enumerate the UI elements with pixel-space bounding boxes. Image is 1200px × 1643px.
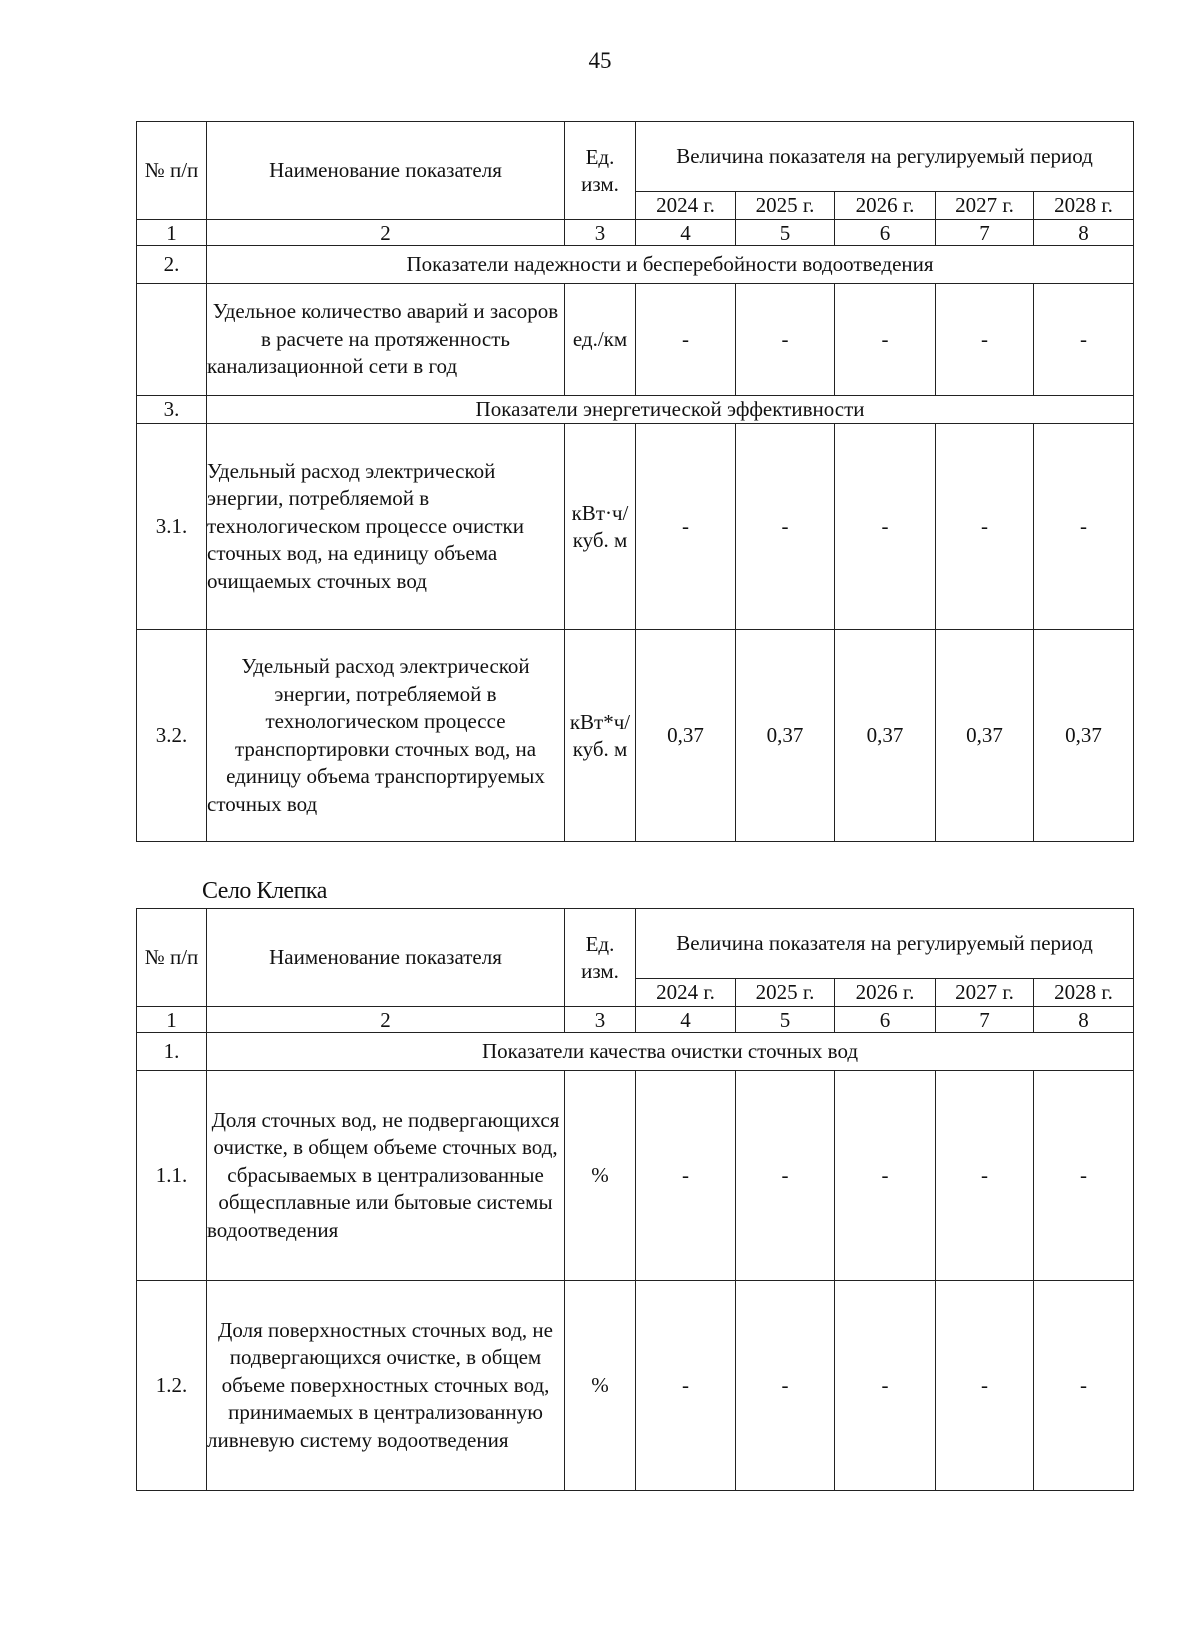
col-number: 1 — [137, 1007, 207, 1033]
value: - — [636, 1071, 736, 1281]
value: - — [936, 284, 1034, 396]
section-number: 2. — [137, 246, 207, 284]
value: 0,37 — [936, 630, 1034, 842]
indicators-table-2 — [136, 908, 1134, 1491]
value: - — [835, 1281, 936, 1491]
section-number: 1. — [137, 1033, 207, 1071]
table-row — [137, 424, 1134, 630]
col-number: 4 — [636, 1007, 736, 1033]
value: - — [736, 424, 835, 630]
section-title: Показатели надежности и бесперебойности водоотведения — [207, 246, 1134, 284]
value: - — [636, 1281, 736, 1491]
value: - — [736, 1071, 835, 1281]
value: - — [1034, 424, 1134, 630]
indicators-table-1 — [136, 121, 1134, 842]
value: 0,37 — [1034, 630, 1134, 842]
header-year: 2027 г. — [936, 979, 1034, 1007]
col-number: 3 — [565, 220, 636, 246]
col-number: 8 — [1034, 1007, 1134, 1033]
col-number: 1 — [137, 220, 207, 246]
unit: % — [565, 1071, 636, 1281]
row-number: 3.1. — [137, 424, 207, 630]
col-number: 5 — [736, 1007, 835, 1033]
col-number: 2 — [207, 220, 565, 246]
unit: кВт·ч/куб. м — [565, 424, 636, 630]
col-number: 5 — [736, 220, 835, 246]
header-col-name: Наименование показателя — [207, 909, 565, 1007]
row-number: 1.2. — [137, 1281, 207, 1491]
header-col-unit: Ед. изм. — [565, 122, 636, 220]
page-number: 45 — [588, 48, 612, 73]
header-col-num: № п/п — [137, 122, 207, 220]
value: 0,37 — [835, 630, 936, 842]
value: - — [736, 284, 835, 396]
table-row — [137, 1281, 1134, 1491]
value: 0,37 — [636, 630, 736, 842]
header-value-group: Величина показателя на регулируемый период — [636, 122, 1134, 192]
header-year: 2028 г. — [1034, 192, 1134, 220]
section-title: Показатели энергетической эффективности — [207, 396, 1134, 424]
value: - — [1034, 284, 1134, 396]
row-number: 3.2. — [137, 630, 207, 842]
value: - — [936, 1281, 1034, 1491]
indicator-name: Удельное количество аварий и засоров в расчете на протяженность канализационной сети в год — [207, 284, 565, 396]
col-number: 7 — [936, 1007, 1034, 1033]
section-number: 3. — [137, 396, 207, 424]
header-year: 2024 г. — [636, 979, 736, 1007]
table-row — [137, 630, 1134, 842]
row-number — [137, 284, 207, 396]
header-year: 2024 г. — [636, 192, 736, 220]
value: - — [936, 1071, 1034, 1281]
col-number: 7 — [936, 220, 1034, 246]
col-number: 3 — [565, 1007, 636, 1033]
indicator-name: Доля поверхностных сточных вод, не подвергающихся очистке, в общем объеме поверхностных сточных вод, принимаемых в централизованную ливневую систему водоотведения — [207, 1281, 565, 1491]
value: - — [636, 284, 736, 396]
value: - — [1034, 1281, 1134, 1491]
value: - — [1034, 1071, 1134, 1281]
unit: кВт*ч/куб. м — [565, 630, 636, 842]
header-year: 2025 г. — [736, 979, 835, 1007]
village-title: Село Клепка — [202, 878, 327, 904]
col-number: 8 — [1034, 220, 1134, 246]
header-year: 2026 г. — [835, 192, 936, 220]
unit: % — [565, 1281, 636, 1491]
value: - — [835, 1071, 936, 1281]
table-row — [137, 1071, 1134, 1281]
col-number: 4 — [636, 220, 736, 246]
unit: ед./км — [565, 284, 636, 396]
header-col-num: № п/п — [137, 909, 207, 1007]
header-col-unit: Ед. изм. — [565, 909, 636, 1007]
col-number: 6 — [835, 1007, 936, 1033]
value: - — [936, 424, 1034, 630]
row-number: 1.1. — [137, 1071, 207, 1281]
indicator-name: Удельный расход электрической энергии, потребляемой в технологическом процессе очистки сточных вод, на единицу объема очищаемых сточных вод — [207, 424, 565, 630]
col-number: 6 — [835, 220, 936, 246]
col-number: 2 — [207, 1007, 565, 1033]
header-year: 2026 г. — [835, 979, 936, 1007]
section-title: Показатели качества очистки сточных вод — [207, 1033, 1134, 1071]
header-year: 2025 г. — [736, 192, 835, 220]
value: 0,37 — [736, 630, 835, 842]
header-col-name: Наименование показателя — [207, 122, 565, 220]
indicator-name: Удельный расход электрической энергии, потребляемой в технологическом процессе транспортировки сточных вод, на единицу объема транспортируемых сточных вод — [207, 630, 565, 842]
table-row — [137, 284, 1134, 396]
value: - — [835, 424, 936, 630]
value: - — [636, 424, 736, 630]
value: - — [736, 1281, 835, 1491]
header-year: 2028 г. — [1034, 979, 1134, 1007]
header-year: 2027 г. — [936, 192, 1034, 220]
value: - — [835, 284, 936, 396]
header-value-group: Величина показателя на регулируемый период — [636, 909, 1134, 979]
indicator-name: Доля сточных вод, не подвергающихся очистке, в общем объеме сточных вод, сбрасываемых в централизованные общесплавные или бытовые системы водоотведения — [207, 1071, 565, 1281]
